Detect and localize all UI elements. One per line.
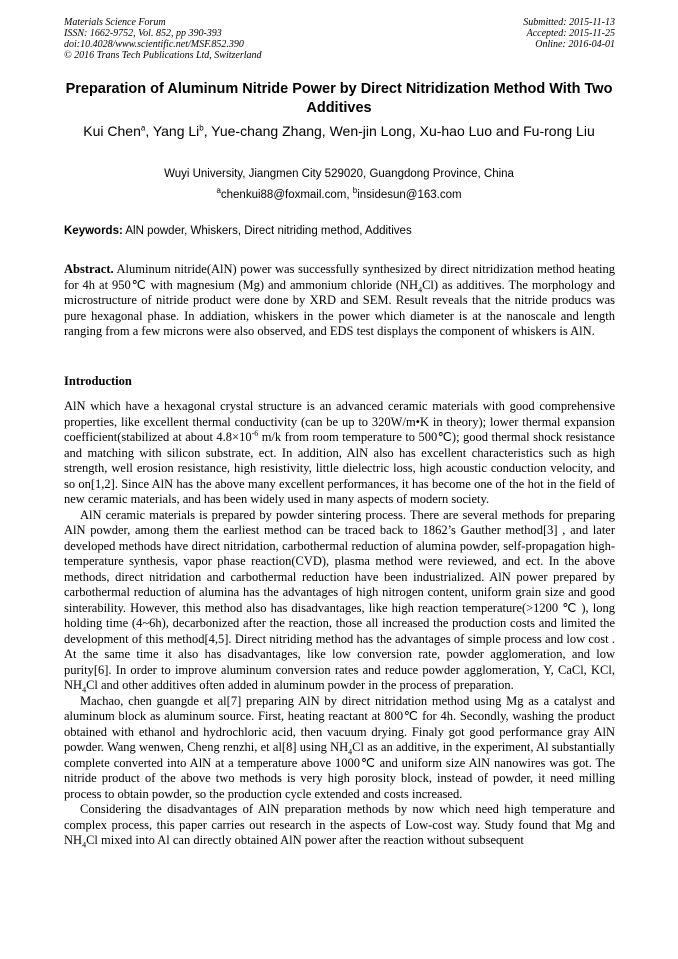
keywords-label: Keywords: (64, 225, 123, 237)
copyright-info: © 2016 Trans Tech Publications Ltd, Switzerland (64, 50, 262, 61)
submitted-date: Submitted: 2015-11-13 (523, 17, 615, 28)
accepted-date: Accepted: 2015-11-25 (526, 28, 615, 39)
paragraph-text: m/k from room temperature to 500℃); good thermal shock resistance and matching with silicon substrate, ect. In addition, AlN also has excellent characteristics such as high strength, well erosion resistance, high resistivity, little dielectric loss, high acoustic conduction velocity, and so on[1,2]. Since AlN has the above many excellent performances, it has become one of the hot in the field of new ceramic materials, and has been widely used in many aspects of modern society. (64, 430, 615, 506)
email-marker: b (352, 186, 358, 196)
paragraph-text: AlN which have a hexagonal crystal structure is an advanced ceramic materials with good comprehensive properties, like excellent thermal conductivity (can be up to 320W/m•K in theory); lower thermal expansion coefficient(stabilized at about 4.8×10 (64, 399, 615, 444)
author-marker: b (199, 123, 204, 133)
paragraph (64, 802, 615, 849)
paragraph-text: Cl as an additive, in the experiment, Al substantially complete converted into AlN at a temperature above 1000℃ and uniform size AlN nanowires was got. The nitride product of the above two methods is very high porosity block, instead of powder, it need milling process to obtain powder, so the production cycle extended and costs increased. (64, 740, 615, 801)
keywords (64, 224, 616, 238)
paragraph-text: Cl and other additives often added in aluminum powder in the process of preparation. (86, 678, 514, 692)
introduction-body (64, 399, 615, 849)
doi-info: doi:10.4028/www.scientific.net/MSF.852.390 (64, 39, 244, 50)
keywords-text: AlN powder, Whiskers, Direct nitriding method, Additives (122, 225, 412, 237)
author-name: Kui Chen (83, 123, 141, 139)
paragraph-text: Machao, chen guangde et al[7] preparing AlN by direct nitridation method using Mg as a catalyst and aluminum block as aluminum source. First, heating reactant at 800℃ for 4h. Secondly, washing the product obtained with ethanol and hydrochloric acid, then vacuum drying. Finaly got good performance gray AlN powder. Wang wenwen, Cheng renzhi, et al[8] using NH (64, 693, 615, 754)
subscript: 4 (348, 747, 353, 757)
author-marker: a (140, 123, 146, 133)
paragraph (64, 399, 615, 508)
paragraph-text: Considering the disadvantages of AlN preparation methods by now which need high temperature and complex process, this paper carries out research in the aspects of Low-cost way. Study found that Mg and NH (64, 802, 615, 847)
abstract-text: Cl) as additives. The morphology and microstructure of nitride product were done by XRD and SEM. Result reveals that the nitride producs was pure hexagonal phase. In addiation, whiskers in the power which diameter is at the nanoscale and length ranging from a few microns were also observed, and EDS test displays the component of whiskers is AlN. (64, 277, 615, 338)
subscript: 4 (82, 685, 87, 695)
publication-info (64, 17, 262, 61)
online-date: Online: 2016-04-01 (535, 39, 615, 50)
other-authors: , Yue-chang Zhang, Wen-jin Long, Xu-hao Luo and Fu-rong Liu (203, 123, 595, 139)
paragraph (64, 508, 615, 694)
paragraph (64, 694, 615, 803)
email-marker: a (216, 186, 221, 196)
author-name: Yang Li (152, 123, 200, 139)
abstract (64, 262, 615, 340)
journal-name: Materials Science Forum (64, 17, 166, 28)
affiliation: Wuyi University, Jiangmen City 529020, Guangdong Province, China (164, 168, 514, 180)
publication-dates (523, 17, 615, 50)
abstract-label: Abstract. (64, 262, 114, 276)
superscript: -6 (251, 428, 259, 438)
abstract-text: Aluminum nitride(AlN) power was successfully synthesized by direct nitridization method heating for 4h at 950℃ with magnesium (Mg) and ammonium chloride (NH (64, 262, 615, 292)
subscript: 4 (418, 285, 423, 294)
email-line (60, 188, 618, 202)
issn-info: ISSN: 1662-9752, Vol. 852, pp 390-393 (64, 28, 222, 39)
paragraph-text: Cl mixed into Al can directly obtained AlN power after the reaction without subsequent (86, 833, 524, 847)
section-heading: Introduction (64, 374, 132, 388)
paragraph-text: AlN ceramic materials is prepared by powder sintering process. There are several methods for preparing AlN powder, among them the earliest method can be traced back to 1862’s Gauther method[3] , and later developed methods have direct nitridation, carbothermal reduction of alumina powder, self-propagation high-temperature synthesis, vapor phase reaction(CVD), plasma method were reviewed, and ect. In the above methods, direct nitridation and carbothermal reduction have been industrialized. AlN power prepared by carbothermal reduction of alumina has the advantages of high nitrogen content, uniform grain size and good sinterability. However, this method also has disadvantages, like high reaction temperature(>1200 ℃ ), long holding time (4~6h), decarbonized after the reaction, those all increased the production costs and limited the development of this method[4,5]. Direct nitriding method has the advantages of simple process and low cost . At the same time it also has disadvantages, like low conversion rate, powder agglomeration, and low purity[6]. In order to improve aluminum conversion rates and reduce powder agglomeration, Y, CaCl, KCl, NH (64, 507, 615, 692)
subscript: 4 (82, 840, 87, 850)
paper-title: Preparation of Aluminum Nitride Power by Direct Nitridization Method With Two Additives (65, 81, 613, 116)
email-address: insidesun@163.com (357, 189, 462, 201)
author-list: Kui Chen$^a$, Yang Li$^b$, Yue-chang Zhang, Wen-jin Long, Xu-hao Luo and Fu-rong Liu (83, 123, 595, 139)
email-address: chenkui88@foxmail.com, (220, 189, 353, 201)
